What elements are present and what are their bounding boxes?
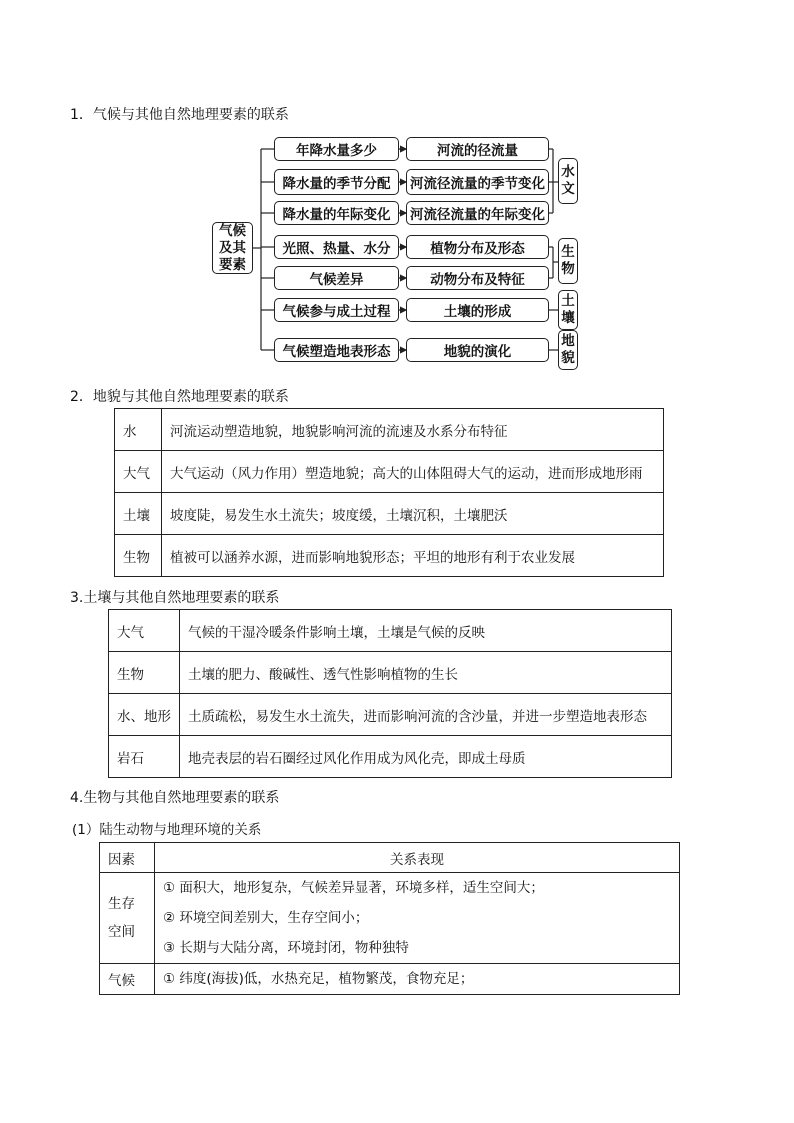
group-label-landform: 地貌 bbox=[561, 333, 575, 366]
relation-cell: 植被可以涵养水源，进而影响地貌形态；平坦的地形有利于农业发展 bbox=[162, 535, 664, 577]
effect-box-5: 动物分布及特征 bbox=[406, 266, 549, 290]
relation-cell: 土壤的肥力、酸碱性、透气性影响植物的生长 bbox=[180, 652, 672, 694]
effect-box-2: 河流径流量的季节变化 bbox=[406, 169, 549, 195]
relation-item: ① 面积大，地形复杂，气候差异显著，环境多样，适生空间大； bbox=[163, 880, 544, 896]
relation-cell bbox=[155, 964, 680, 995]
factor-cell: 气候 bbox=[100, 964, 155, 995]
factor-cell: 大气 bbox=[109, 610, 180, 652]
relation-cell: 河流运动塑造地貌，地貌影响河流的流速及水系分布特征 bbox=[162, 409, 664, 451]
group-box-soil bbox=[558, 290, 578, 330]
group-box-hydrology bbox=[558, 158, 578, 204]
section-2-heading: 2．地貌与其他自然地理要素的联系 bbox=[70, 389, 289, 405]
relation-cell: 大气运动（风力作用）塑造地貌；高大的山体阻碍大气的运动，进而形成地形雨 bbox=[162, 451, 664, 493]
cause-box-1: 年降水量多少 bbox=[274, 137, 399, 161]
relation-item: ② 环境空间差别大，生存空间小； bbox=[163, 910, 369, 926]
effect-box-1: 河流的径流量 bbox=[406, 137, 549, 161]
cause-box-5: 气候差异 bbox=[274, 266, 399, 290]
table-row bbox=[115, 451, 664, 493]
factor-cell: 生物 bbox=[115, 535, 162, 577]
animal-environment-table bbox=[99, 842, 680, 995]
landform-table bbox=[114, 408, 664, 577]
soil-table bbox=[108, 609, 672, 778]
table-row bbox=[109, 652, 672, 694]
table-row bbox=[100, 964, 680, 995]
relation-cell: 坡度陡，易发生水土流失；坡度缓，土壤沉积，土壤肥沃 bbox=[162, 493, 664, 535]
table-row bbox=[109, 694, 672, 736]
effect-box-6: 土壤的形成 bbox=[406, 298, 549, 322]
table-row bbox=[109, 736, 672, 778]
relation-cell bbox=[155, 873, 680, 964]
effect-box-4: 植物分布及形态 bbox=[406, 235, 549, 259]
cause-box-6: 气候参与成土过程 bbox=[274, 298, 399, 322]
table-row bbox=[115, 493, 664, 535]
factor-cell: 大气 bbox=[115, 451, 162, 493]
relation-cell: 地壳表层的岩石圈经过风化作用成为风化壳，即成土母质 bbox=[180, 736, 672, 778]
table-row bbox=[115, 409, 664, 451]
factor-cell: 水、地形 bbox=[109, 694, 180, 736]
section-3-heading: 3.土壤与其他自然地理要素的联系 bbox=[70, 590, 280, 606]
cause-box-2: 降水量的季节分配 bbox=[274, 169, 399, 195]
factor-cell: 生物 bbox=[109, 652, 180, 694]
table-row bbox=[115, 535, 664, 577]
group-box-landform bbox=[558, 330, 578, 370]
cause-box-3: 降水量的年际变化 bbox=[274, 201, 399, 225]
section-4-heading: 4.生物与其他自然地理要素的联系 bbox=[70, 790, 280, 806]
effect-box-7: 地貌的演化 bbox=[406, 338, 549, 362]
table-header-row bbox=[100, 843, 680, 873]
factor-cell: 岩石 bbox=[109, 736, 180, 778]
relation-cell: 气候的干湿冷暖条件影响土壤，土壤是气候的反映 bbox=[180, 610, 672, 652]
header-relation: 关系表现 bbox=[155, 843, 680, 873]
factor-cell: 土壤 bbox=[115, 493, 162, 535]
effect-box-3: 河流径流量的年际变化 bbox=[406, 201, 549, 225]
relation-cell: 土质疏松，易发生水土流失，进而影响河流的含沙量，并进一步塑造地表形态 bbox=[180, 694, 672, 736]
root-climate-label: 气候及其要素 bbox=[219, 222, 246, 273]
relation-item: ① 纬度(海拔)低，水热充足，植物繁茂，食物充足； bbox=[163, 971, 474, 987]
factor-cell: 水 bbox=[115, 409, 162, 451]
section-1-heading: 1．气候与其他自然地理要素的联系 bbox=[70, 107, 289, 123]
table-row bbox=[100, 873, 680, 964]
section-4-subheading: (1）陆生动物与地理环境的关系 bbox=[72, 822, 262, 838]
cause-box-4: 光照、热量、水分 bbox=[274, 235, 399, 259]
group-box-biology bbox=[558, 238, 578, 284]
group-label-soil: 土壤 bbox=[561, 293, 575, 326]
table-row bbox=[109, 610, 672, 652]
header-factor: 因素 bbox=[100, 843, 155, 873]
factor-cell: 生存空间 bbox=[100, 873, 155, 964]
group-label-hydrology: 水文 bbox=[561, 164, 575, 197]
cause-box-7: 气候塑造地表形态 bbox=[274, 338, 399, 362]
relation-item: ③ 长期与大陆分离，环境封闭，物种独特 bbox=[163, 940, 409, 956]
root-climate-box bbox=[212, 222, 253, 274]
group-label-biology: 生物 bbox=[561, 244, 575, 277]
